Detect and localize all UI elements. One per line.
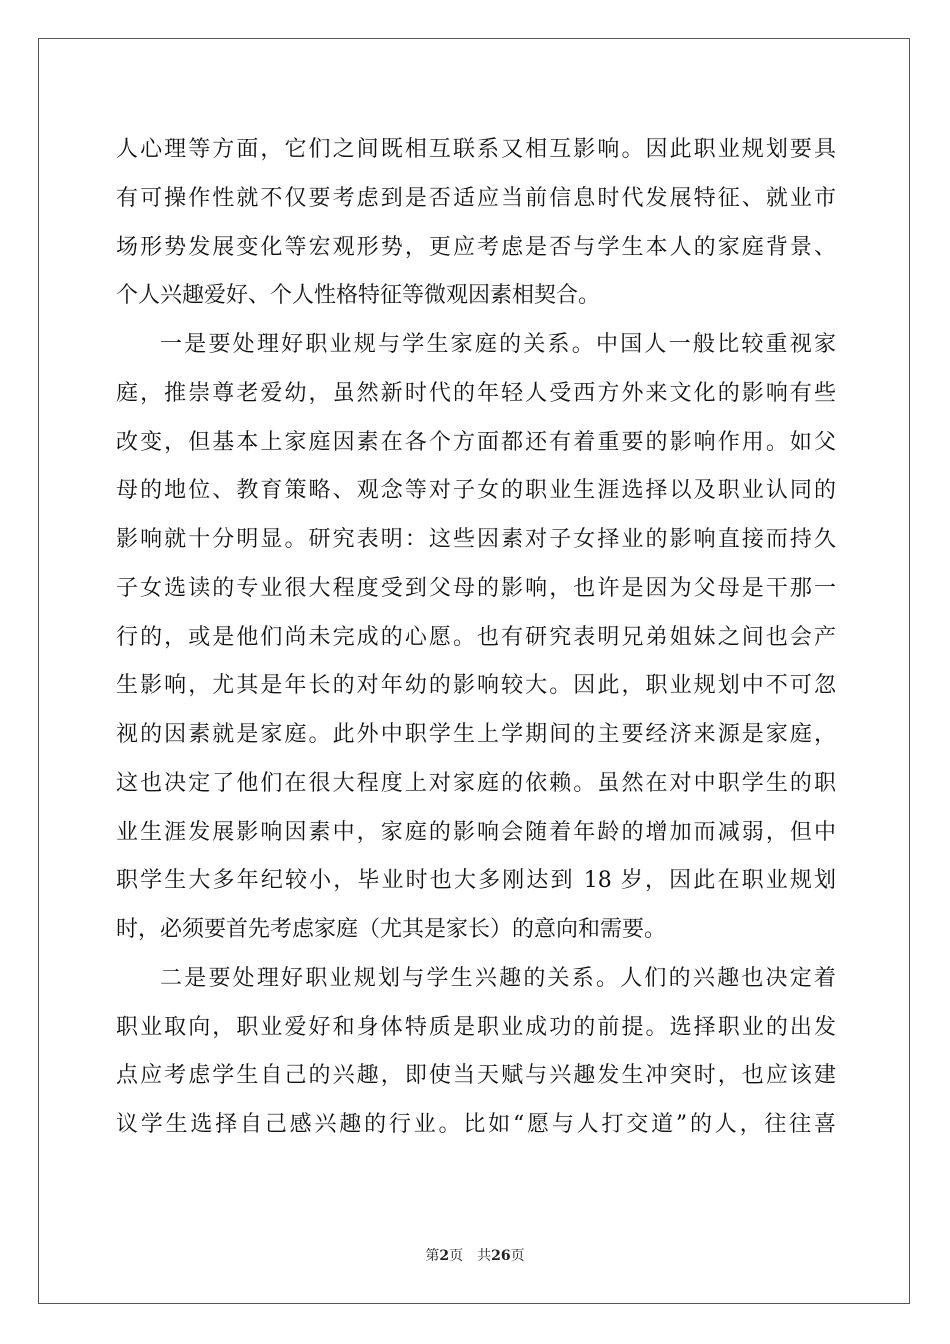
footer-total-prefix: 共 xyxy=(477,1248,492,1264)
footer-page-suffix: 页 xyxy=(449,1248,464,1264)
text-line: 职业取向，职业爱好和身体特质是职业成功的前提。选择职业的出发 xyxy=(116,1014,836,1040)
text-line: 点应考虑学生自己的兴趣，即使当天赋与兴趣发生冲突时，也应该建 xyxy=(116,1063,836,1089)
text-line: 业生涯发展影响因素中，家庭的影响会随着年龄的增加而减弱，但中 xyxy=(116,819,836,845)
text-line: 一是要处理好职业规与学生家庭的关系。中国人一般比较重视家 xyxy=(160,332,836,357)
text-line: 生影响，尤其是年长的对年幼的影响较大。因此，职业规划中不可忽 xyxy=(116,673,836,699)
text-line: 视的因素就是家庭。此外中职学生上学期间的主要经济来源是家庭， xyxy=(116,722,836,747)
text-line: 子女选读的专业很大程度受到父母的影响，也许是因为父母是干那一 xyxy=(116,575,836,601)
text-line: 改变，但基本上家庭因素在各个方面都还有着重要的影响作用。如父 xyxy=(116,429,836,455)
footer-total-suffix: 页 xyxy=(510,1248,525,1264)
text-line: 场形势发展变化等宏观形势，更应考虑是否与学生本人的家庭背景、 xyxy=(116,234,836,260)
text-line: 行的，或是他们尚未完成的心愿。也有研究表明兄弟姐妹之间也会产 xyxy=(116,624,836,650)
text-line: 母的地位、教育策略、观念等对子女的职业生涯选择以及职业认同的 xyxy=(116,478,836,504)
footer-page-number: 2 xyxy=(439,1248,450,1264)
text-line: 二是要处理好职业规划与学生兴趣的关系。人们的兴趣也决定着 xyxy=(160,965,836,991)
text-line: 职学生大多年纪较小，毕业时也大多刚达到 18 岁，因此在职业规划 xyxy=(116,868,836,894)
text-line: 时，必须要首先考虑家庭（尤其是家长）的意向和需要。 xyxy=(116,917,667,942)
text-line: 这也决定了他们在很大程度上对家庭的依赖。虽然在对中职学生的职 xyxy=(116,770,836,796)
text-line: 有可操作性就不仅要考虑到是否适应当前信息时代发展特征、就业市 xyxy=(116,185,836,211)
page-footer xyxy=(0,1245,950,1265)
text-line: 人心理等方面，它们之间既相互联系又相互影响。因此职业规划要具 xyxy=(116,137,836,162)
text-line: 庭，推崇尊老爱幼，虽然新时代的年轻人受西方外来文化的影响有些 xyxy=(116,380,836,406)
text-line: 影响就十分明显。研究表明：这些因素对子女择业的影响直接而持久 xyxy=(116,527,836,552)
text-line: 议学生选择自己感兴趣的行业。比如“愿与人打交道”的人，往往喜 xyxy=(116,1112,836,1137)
footer-page-prefix: 第 xyxy=(425,1248,440,1264)
footer-total-number: 26 xyxy=(491,1248,511,1264)
document-body xyxy=(116,126,836,1150)
text-line: 个人兴趣爱好、个人性格特征等微观因素相契合。 xyxy=(116,283,601,309)
